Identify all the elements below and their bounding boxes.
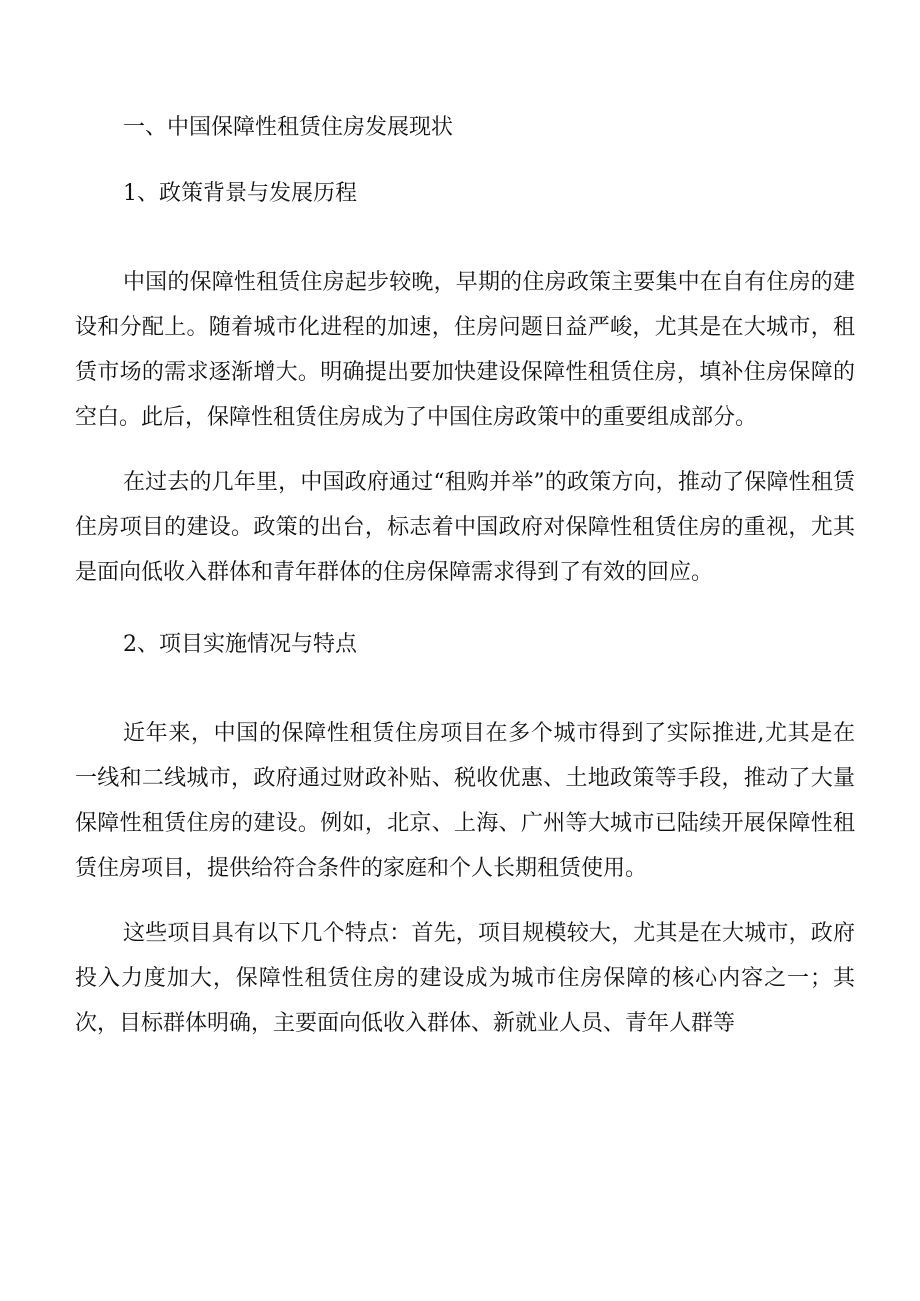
paragraph: 这些项目具有以下几个特点：首先，项目规模较大，尤其是在大城市，政府投入力度加大，保障性租赁住房的建设成为城市住房保障的核心内容之一；其次，目标群体明确，主要面向低收入群体、新就业人员、青年人群等 bbox=[75, 921, 855, 1036]
document-body bbox=[75, 108, 855, 1046]
paragraph: 近年来，中国的保障性租赁住房项目在多个城市得到了实际推进,尤其是在一线和二线城市，政府通过财政补贴、税收优惠、土地政策等手段，推动了大量保障性租赁住房的建设。例如，北京、上海、广州等大城市已陆续开展保障性租赁住房项目，提供给符合条件的家庭和个人长期租赁使用。 bbox=[75, 721, 855, 881]
chapter-heading: 一、中国保障性租赁住房发展现状 bbox=[123, 115, 454, 140]
paragraph: 中国的保障性租赁住房起步较晚，早期的住房政策主要集中在自有住房的建设和分配上。随着城市化进程的加速，住房问题日益严峻，尤其是在大城市，租赁市场的需求逐渐增大。明确提出要加快建设保障性租赁住房，填补住房保障的空白。此后，保障性租赁住房成为了中国住房政策中的重要组成部分。 bbox=[75, 270, 855, 430]
section-heading-project-implementation: 2、项目实施情况与特点 bbox=[123, 632, 357, 657]
paragraph: 在过去的几年里，中国政府通过“租购并举”的政策方向，推动了保障性租赁住房项目的建设。政策的出台，标志着中国政府对保障性租赁住房的重视，尤其是面向低收入群体和青年群体的住房保障需求得到了有效的回应。 bbox=[75, 470, 855, 585]
section-heading-policy-background: 1、政策背景与发展历程 bbox=[123, 181, 357, 206]
